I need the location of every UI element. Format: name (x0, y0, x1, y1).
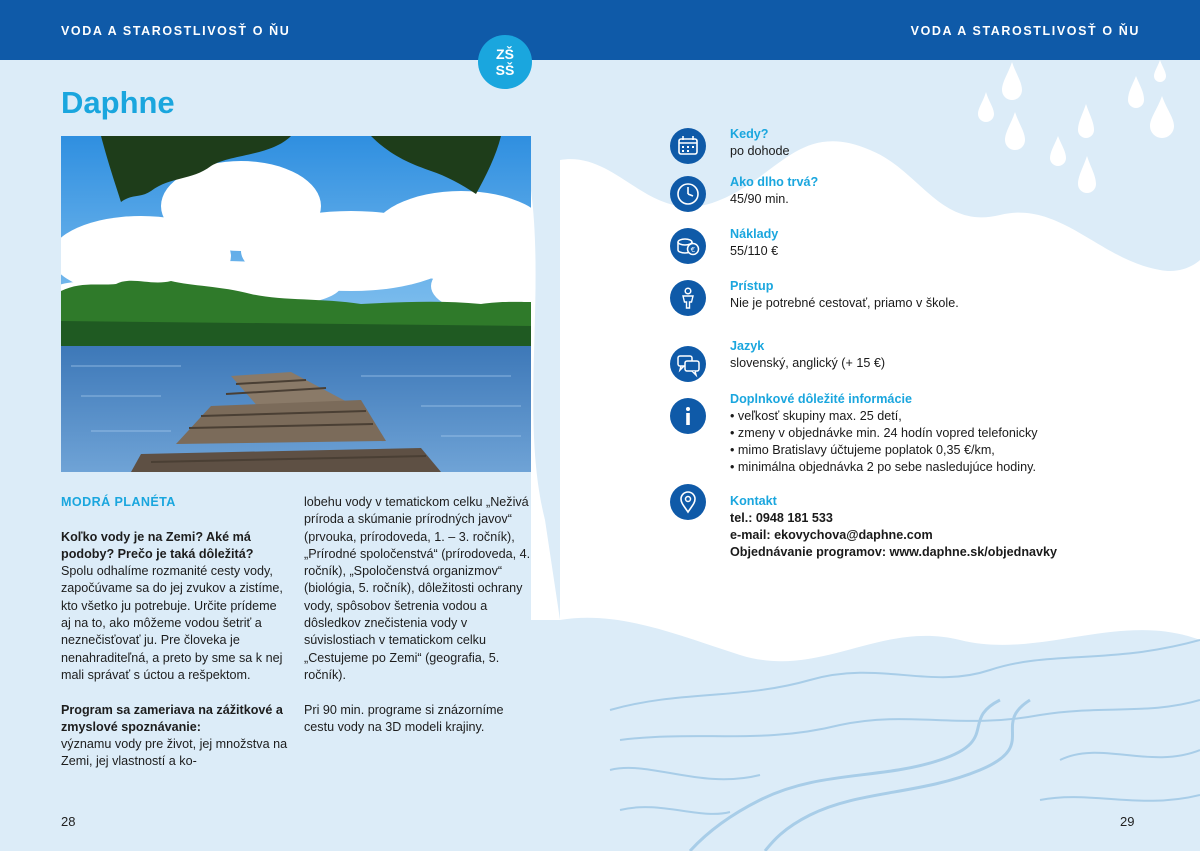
info-language-label: Jazyk (730, 339, 765, 353)
page-title: Daphne (61, 85, 175, 120)
raindrop-shape (1002, 62, 1022, 100)
info-access-text (730, 278, 1150, 312)
intro-paragraph (61, 529, 289, 685)
program-paragraph (61, 702, 289, 771)
svg-text:€: € (690, 246, 696, 254)
contact-email[interactable]: e-mail: ekovychova@daphne.com (730, 528, 933, 542)
info-extra-item: • zmeny v objednávke min. 24 hodín vopred telefonicky (730, 425, 1150, 442)
hill-line (1040, 795, 1200, 801)
coins-icon (670, 228, 706, 264)
info-when-label: Kedy? (730, 127, 769, 141)
info-duration-value: 45/90 min. (730, 192, 789, 206)
speech-bubbles-icon (670, 346, 706, 382)
info-extra-item: • mimo Bratislavy účtujeme poplatok 0,35 €/km, (730, 442, 1150, 459)
info-contact-text (730, 493, 1150, 561)
program-focus: Program sa zameriava na zážitkové a zmyslové spoznávanie: (61, 702, 283, 734)
hill-line (610, 768, 760, 779)
info-extra-item: • minimálna objednávka 2 po sebe nasledujúce hodiny. (730, 459, 1150, 476)
info-duration-label: Ako dlho trvá? (730, 175, 819, 189)
person-icon (670, 280, 706, 316)
raindrop-shape (1128, 76, 1144, 108)
middle-text-column (304, 494, 532, 753)
contact-phone[interactable]: tel.: 0948 181 533 (730, 511, 833, 525)
info-duration-text (730, 174, 1150, 208)
info-cost-text (730, 226, 1150, 260)
info-icon (670, 398, 706, 434)
intro-question: Koľko vody je na Zemi? Aké má podoby? Prečo je taká dôležitá? (61, 529, 254, 561)
raindrop-shape (1154, 60, 1166, 82)
program-text: významu vody pre život, jej množstva na Zemi, jej vlastností a ko- (61, 737, 288, 769)
page-number-right: 29 (1120, 814, 1135, 829)
page-number-left: 28 (61, 814, 76, 829)
river-line (690, 700, 1000, 851)
info-cost-value: 55/110 € (730, 244, 779, 258)
info-access-value: Nie je potrebné cestovať, priamo v škole. (730, 296, 959, 310)
location-pin-icon (670, 484, 706, 520)
info-cost-label: Náklady (730, 227, 779, 241)
landscape-sketch (610, 640, 1200, 851)
white-wave-left (531, 190, 560, 620)
contact-orders-link[interactable]: Objednávanie programov: www.daphne.sk/objednavky (730, 545, 1058, 559)
hill-line (620, 807, 730, 814)
raindrop-shape (1150, 96, 1174, 138)
river-line (765, 700, 1030, 851)
curriculum-paragraph: lobehu vody v tematickom celku „Neživá príroda a skúmanie prírodných javov“ (prvouka, prírodoveda, 1. – 3. ročník), „Prírodné spoločenstvá“ (prírodoveda, 4. ročník), „Spoločenstvá organizmov“ (biológia, 5. ročník), dôležitosti ochrany vody, spôsobov šetrenia vodou a dôsledkov znečistenia vody v súvislostiach v tematickom celku „Cestujeme po Zemi“ (geografia, 5. ročník). (304, 495, 531, 682)
lake-pier-photo (61, 136, 531, 472)
intro-text: Spolu odhalíme rozmanité cesty vody, započúvame sa do jej zvukov a zistíme, kto všetko ju potrebuje. Určite prídeme aj na to, ako môžeme vodou šetriť a neznečisťovať ju. Pre človeka je nenahraditeľná, a preto by sme sa k nej mali správať s úctou a rešpektom. (61, 564, 283, 682)
school-level-badge (478, 35, 532, 89)
running-header-right: VODA A STAROSTLIVOSŤ O ŇU (910, 24, 1140, 38)
info-extra-list (730, 408, 1150, 476)
badge-line-2: SŠ (495, 62, 515, 78)
calendar-icon (670, 128, 706, 164)
hill-line (1060, 750, 1200, 760)
info-access-label: Prístup (730, 279, 774, 293)
info-extra-item: • veľkosť skupiny max. 25 detí, (730, 408, 1150, 425)
info-language-value: slovenský, anglický (+ 15 €) (730, 356, 886, 370)
info-extra-text (730, 391, 1150, 476)
info-extra-label: Doplnkové dôležité informácie (730, 392, 912, 406)
raindrop-shape (978, 92, 994, 122)
hill-line (610, 640, 1200, 710)
model-paragraph: Pri 90 min. programe si znázorníme cestu vody na 3D modeli krajiny. (304, 702, 504, 734)
info-when-text (730, 126, 1150, 160)
left-text-column (61, 494, 289, 788)
badge-line-1: ZŠ (496, 46, 514, 62)
hill-line (620, 700, 1200, 740)
clock-icon (670, 176, 706, 212)
running-header-left: VODA A STAROSTLIVOSŤ O ŇU (61, 24, 291, 38)
info-language-text (730, 338, 1150, 372)
section-heading: MODRÁ PLANÉTA (61, 495, 176, 509)
info-contact-label: Kontakt (730, 494, 777, 508)
info-when-value: po dohode (730, 144, 790, 158)
